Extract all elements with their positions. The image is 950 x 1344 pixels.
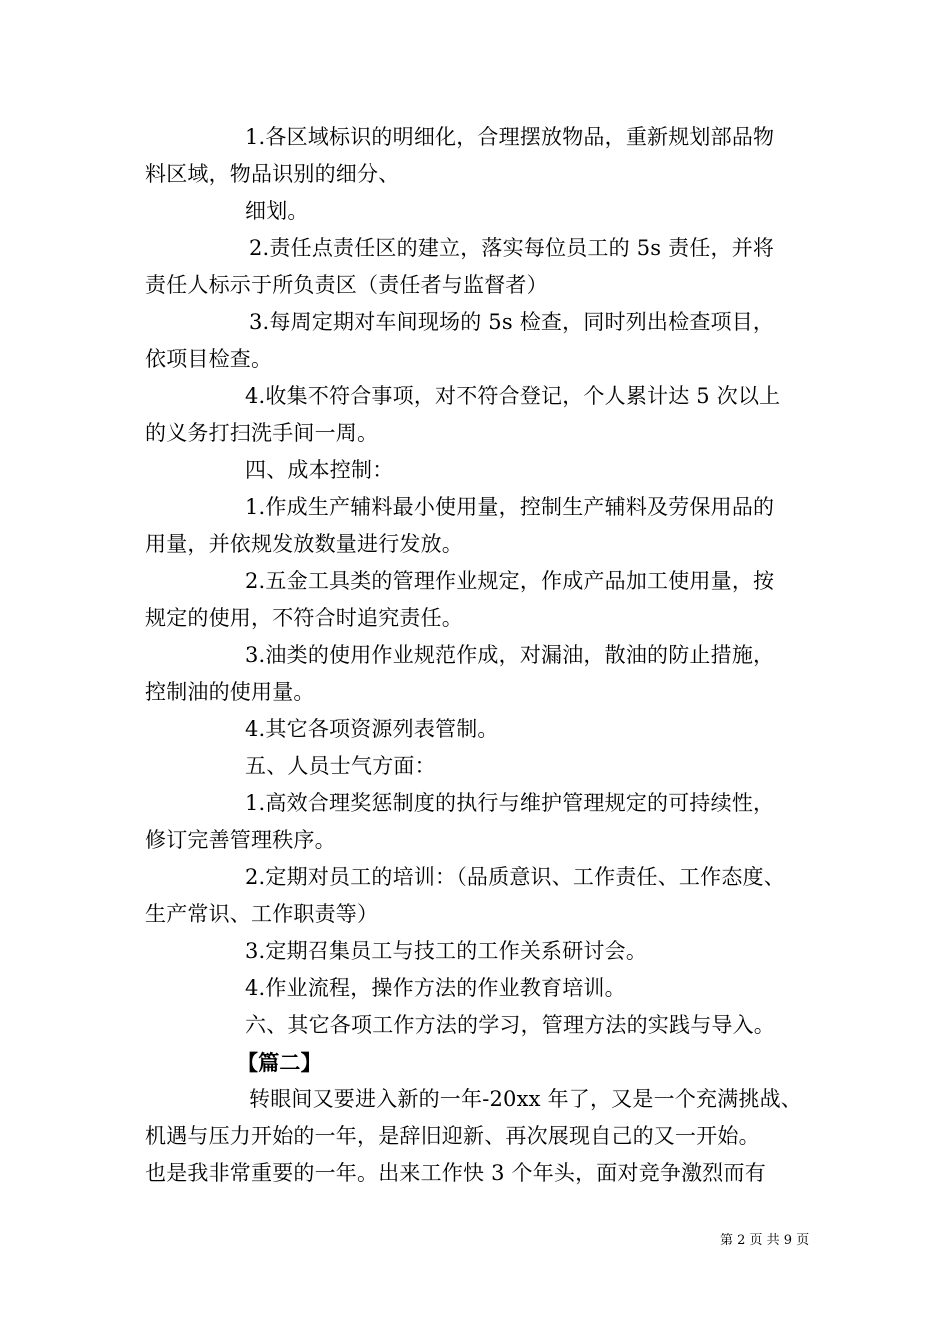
page-number-footer: 第 2 页 共 9 页	[720, 1233, 810, 1248]
paragraph-line: 的义务打扫洗手间一周。	[145, 421, 379, 445]
paragraph-line: 2.五金工具类的管理作业规定，作成产品加工使用量，按	[245, 569, 775, 593]
paragraph-line: 责任人标示于所负责区（责任者与监督者）	[145, 273, 548, 297]
paragraph-line: 机遇与压力开始的一年，是辞旧迎新、再次展现自己的又一开始。	[145, 1124, 760, 1148]
paragraph-line: 也是我非常重要的一年。出来工作快 3 个年头，面对竞争激烈而有	[145, 1161, 766, 1185]
paragraph-line: 3.每周定期对车间现场的 5s 检查，同时列出检查项目，	[249, 310, 775, 334]
section-heading: 四、成本控制：	[245, 458, 394, 482]
paragraph-line: 4.其它各项资源列表管制。	[245, 717, 499, 741]
paragraph-line: 转眼间又要进入新的一年-20xx 年了，又是一个充满挑战、	[249, 1087, 802, 1111]
paragraph-line: 修订完善管理秩序。	[145, 828, 336, 852]
paragraph-line: 2.定期对员工的培训：（品质意识、工作责任、工作态度、	[245, 865, 785, 889]
paragraph-line: 规定的使用，不符合时追究责任。	[145, 606, 463, 630]
paragraph-line: 控制油的使用量。	[145, 680, 315, 704]
chapter-heading: 【篇二】	[237, 1050, 322, 1075]
paragraph-line: 细划。	[245, 199, 309, 223]
paragraph-line: 3.定期召集员工与技工的工作关系研讨会。	[245, 939, 648, 963]
paragraph-line: 1.作成生产辅料最小使用量，控制生产辅料及劳保用品的	[245, 495, 775, 519]
paragraph-line: 1.高效合理奖惩制度的执行与维护管理规定的可持续性，	[245, 791, 775, 815]
paragraph-line: 料区域，物品识别的细分、	[145, 162, 400, 186]
document-body	[145, 119, 825, 1192]
paragraph-line: 用量，并依规发放数量进行发放。	[145, 532, 463, 556]
paragraph-line: 4.收集不符合事项，对不符合登记，个人累计达 5 次以上	[245, 384, 781, 408]
paragraph-line: 2.责任点责任区的建立，落实每位员工的 5s 责任，并将	[249, 236, 775, 260]
paragraph-line: 4.作业流程，操作方法的作业教育培训。	[245, 976, 626, 1000]
paragraph-line: 1.各区域标识的明细化，合理摆放物品，重新规划部品物	[245, 125, 775, 149]
section-heading: 五、人员士气方面：	[245, 754, 436, 778]
paragraph-line: 生产常识、工作职责等）	[145, 902, 379, 926]
paragraph-line: 依项目检查。	[145, 347, 273, 371]
section-heading: 六、其它各项工作方法的学习，管理方法的实践与导入。	[245, 1013, 775, 1037]
paragraph-line: 3.油类的使用作业规范作成，对漏油，散油的防止措施，	[245, 643, 775, 667]
